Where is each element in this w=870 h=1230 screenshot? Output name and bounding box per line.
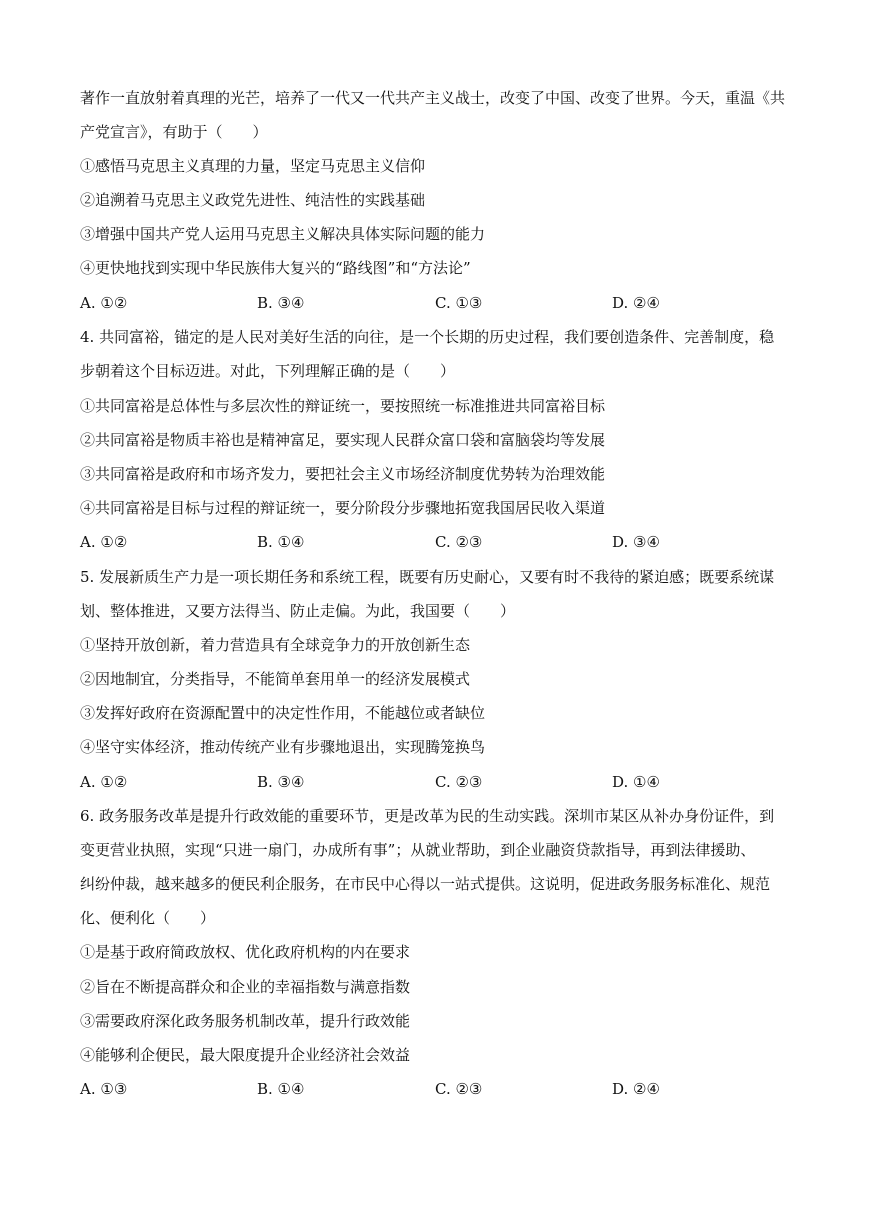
q6-option-c: C. ②③ [435,1080,483,1098]
q6-stem-line-3: 纠纷仲裁，越来越多的便民利企服务，在市民中心得以一站式提供。这说明，促进政务服务标准化、规范 [80,875,771,893]
q3-item-2: ②追溯着马克思主义政党先进性、纯洁性的实践基础 [80,191,426,209]
q6-options [80,1079,800,1099]
q5-item-2: ②因地制宜，分类指导，不能简单套用单一的经济发展模式 [80,670,471,688]
q5-stem-line-2: 划、整体推进，又要方法得当、防止走偏。为此，我国要（ ） [80,602,516,620]
q6-item-4: ④能够利企便民，最大限度提升企业经济社会效益 [80,1046,411,1064]
q5-option-d: D. ①④ [612,773,660,791]
q4-option-b: B. ①④ [257,533,305,551]
q5-options [80,772,800,792]
q3-item-3: ③增强中国共产党人运用马克思主义解决具体实际问题的能力 [80,225,486,243]
q3-options [80,293,800,313]
q4-options [80,532,800,552]
q3-option-d: D. ②④ [612,294,660,312]
q6-item-3: ③需要政府深化政务服务机制改革，提升行政效能 [80,1012,411,1030]
q3-option-c: C. ①③ [435,294,483,312]
q3-option-a: A. ①② [80,294,128,312]
q6-stem-line-2: 变更营业执照，实现“只进一扇门，办成所有事”；从就业帮助，到企业融资贷款指导，再到法律援助、 [80,841,756,859]
q5-item-4: ④坚守实体经济，推动传统产业有步骤地退出，实现腾笼换鸟 [80,738,486,756]
q5-option-a: A. ①② [80,773,128,791]
q4-option-a: A. ①② [80,533,128,551]
q4-item-2: ②共同富裕是物质丰裕也是精神富足，要实现人民群众富口袋和富脑袋均等发展 [80,431,606,449]
q4-item-1: ①共同富裕是总体性与多层次性的辩证统一，要按照统一标准推进共同富裕目标 [80,397,606,415]
q5-item-1: ①坚持开放创新，着力营造具有全球竞争力的开放创新生态 [80,636,471,654]
q5-option-c: C. ②③ [435,773,483,791]
q3-item-4: ④更快地找到实现中华民族伟大复兴的“路线图”和“方法论” [80,259,471,277]
q6-option-b: B. ①④ [257,1080,305,1098]
q6-stem-line-1: 6. 政务服务改革是提升行政效能的重要环节，更是改革为民的生动实践。深圳市某区从补办身份证件，到 [80,807,775,825]
q3-stem-line-2: 产党宣言》，有助于（ ） [80,123,268,141]
q4-option-d: D. ③④ [612,533,660,551]
q3-item-1: ①感悟马克思主义真理的力量，坚定马克思主义信仰 [80,157,426,175]
q4-stem-line-1: 4. 共同富裕，锚定的是人民对美好生活的向往，是一个长期的历史过程，我们要创造条件、完善制度，稳 [80,328,775,346]
q6-option-d: D. ②④ [612,1080,660,1098]
q6-stem-line-4: 化、便利化（ ） [80,909,216,927]
q4-item-4: ④共同富裕是目标与过程的辩证统一，要分阶段分步骤地拓宽我国居民收入渠道 [80,499,606,517]
q6-option-a: A. ①③ [80,1080,128,1098]
q4-stem-line-2: 步朝着这个目标迈进。对此，下列理解正确的是（ ） [80,362,456,380]
q5-option-b: B. ③④ [257,773,305,791]
q3-stem-line-1: 著作一直放射着真理的光芒，培养了一代又一代共产主义战士，改变了中国、改变了世界。今天，重温《共 [80,89,786,107]
q6-item-1: ①是基于政府简政放权、优化政府机构的内在要求 [80,943,411,961]
q4-item-3: ③共同富裕是政府和市场齐发力，要把社会主义市场经济制度优势转为治理效能 [80,465,606,483]
q4-option-c: C. ②③ [435,533,483,551]
q5-stem-line-1: 5. 发展新质生产力是一项长期任务和系统工程，既要有历史耐心，又要有时不我待的紧迫感；既要系统谋 [80,568,775,586]
q5-item-3: ③发挥好政府在资源配置中的决定性作用，不能越位或者缺位 [80,704,486,722]
q6-item-2: ②旨在不断提高群众和企业的幸福指数与满意指数 [80,978,411,996]
q3-option-b: B. ③④ [257,294,305,312]
